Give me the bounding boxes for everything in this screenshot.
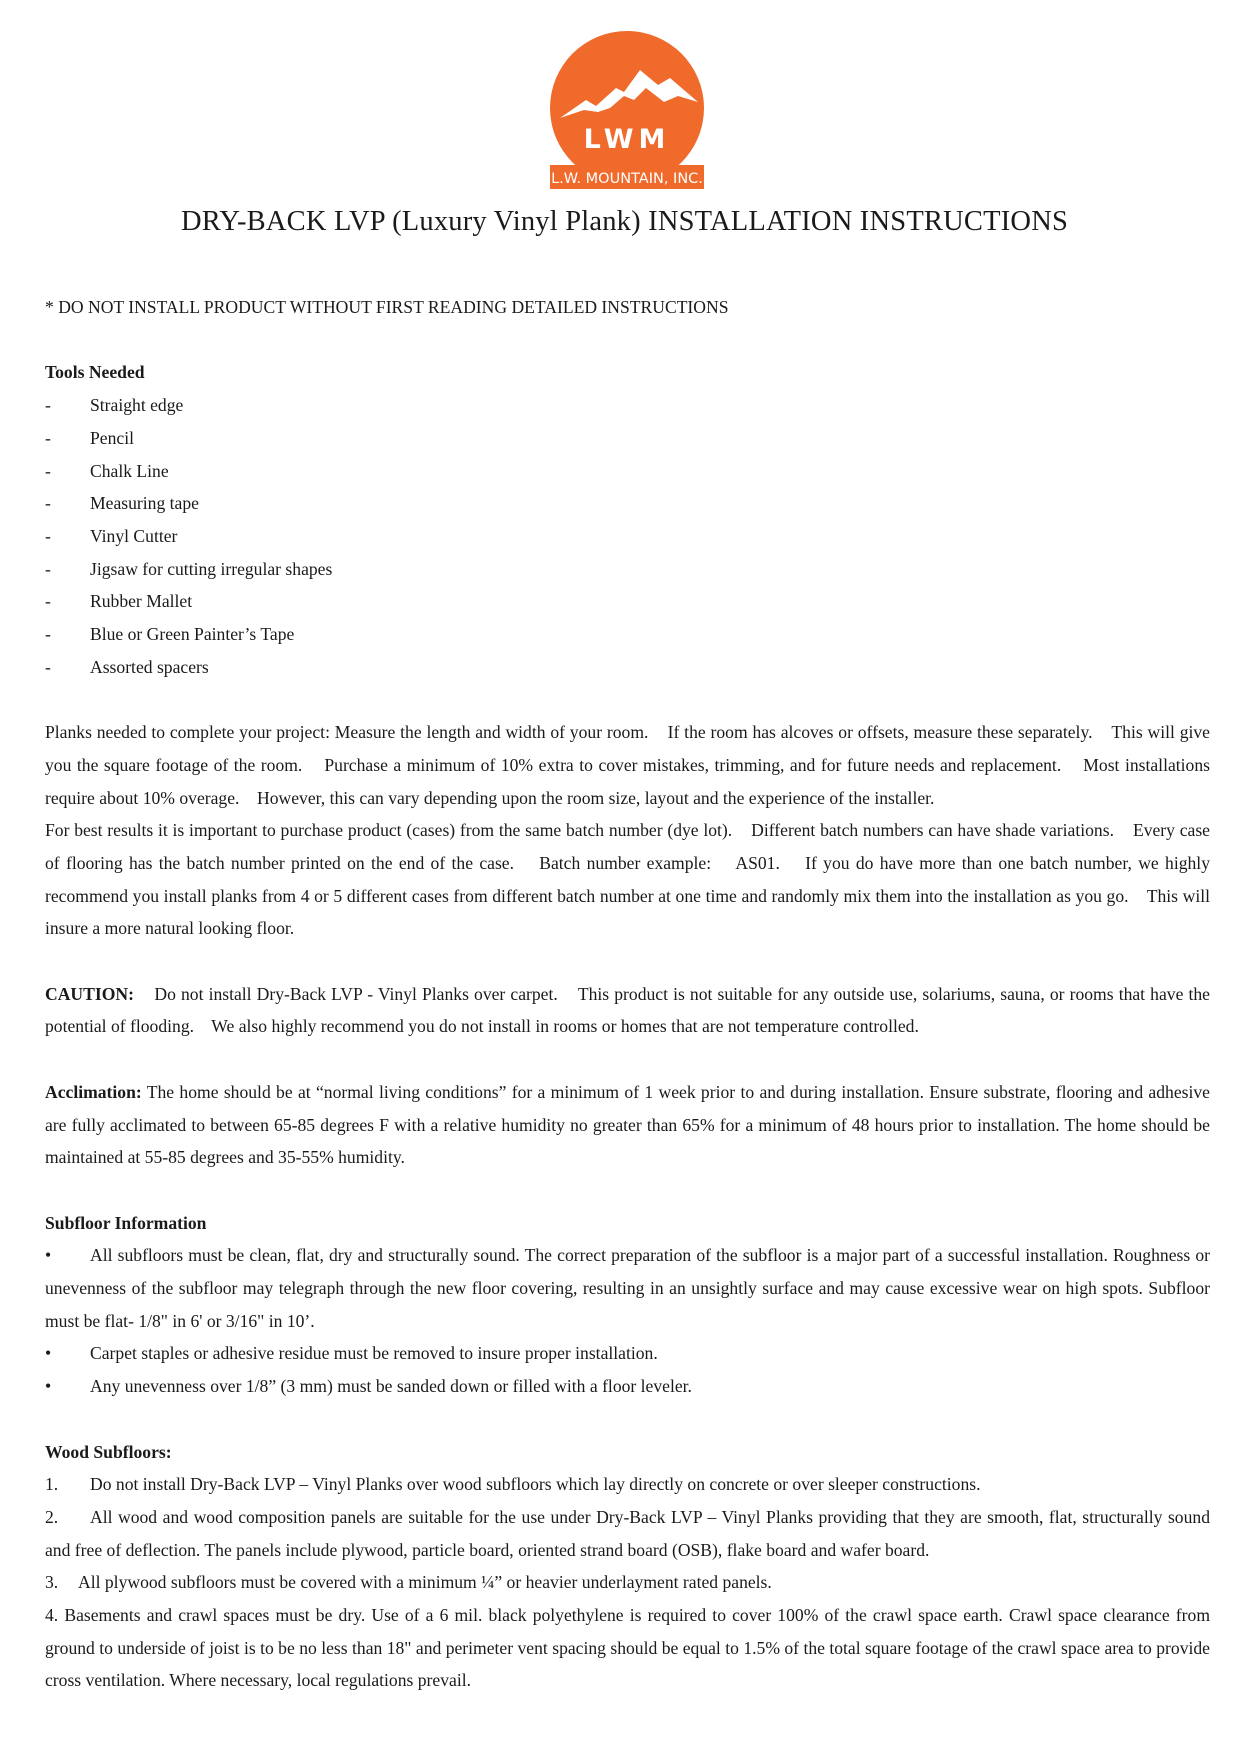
caution-text: Do not install Dry-Back LVP - Vinyl Planks over carpet. This product is not suitable for any outside use, solariums, sauna, or rooms that have the potential of flooding. We also highly recommend you do not install in rooms or homes that are not temperature controlled. [45, 983, 1215, 1037]
list-item: - Assorted spacers [45, 656, 209, 677]
subfloor-heading: Subfloor Information [45, 1212, 207, 1233]
page-title: DRY-BACK LVP (Luxury Vinyl Plank) INSTALLATION INSTRUCTIONS [180, 206, 1069, 237]
list-item: - Rubber Mallet [45, 591, 193, 612]
list-item: - Measuring tape [45, 493, 199, 514]
caution-label: CAUTION: [45, 983, 134, 1004]
list-item: - Straight edge [45, 395, 184, 416]
caution-paragraph [45, 978, 1215, 1043]
list-item: - Pencil [45, 427, 134, 448]
list-item: 2. All wood and wood composition panels are suitable for the use under Dry-Back LVP – Vinyl Planks providing that they are smooth, flat, structurally sound and free of deflection. The panels include plywood, particle board, oriented strand board (OSB), flake board and wafer board. [45, 1506, 1210, 1560]
list-item: - Blue or Green Painter’s Tape [45, 624, 295, 645]
subfloor-list [45, 1239, 1210, 1403]
list-item: • All subfloors must be clean, flat, dry and structurally sound. The correct preparation of the subfloor is a major part of a successful installation. Roughness or unevenness of the subfloor may telegraph through the new floor covering, resulting in an unsightly surface and may cause excessive wear on high spots. Subfloor must be flat- 1/8" in 6' or 3/16" in 10’. [45, 1245, 1210, 1331]
acclimation-label: Acclimation: [45, 1081, 142, 1102]
logo-initials: LWM [583, 124, 671, 155]
list-item: 1. Do not install Dry-Back LVP – Vinyl Planks over wood subfloors which lay directly on concrete or over sleeper constructions. [45, 1474, 981, 1495]
batch-paragraph: For best results it is important to purchase product (cases) from the same batch number (dye lot). Different batch numbers can have shade variations. Every case of flooring has the batch number printed on the end of the case. Batch number example: AS01. If you do have more than one batch number, we highly recommend you install planks from 4 or 5 different cases from different batch number at one time and randomly mix them into the installation as you go. This will insure a more natural looking floor. [45, 820, 1215, 939]
list-item: - Vinyl Cutter [45, 525, 178, 546]
wood-subfloors-list [45, 1468, 1210, 1697]
planks-paragraph: Planks needed to complete your project: Measure the length and width of your room. If the room has alcoves or offsets, measure these separately. This will give you the square footage of the room. Purchase a minimum of 10% extra to cover mistakes, trimming, and for future needs and replacement. Most installations require about 10% overage. However, this can vary depending upon the room size, layout and the experience of the installer. [45, 722, 1215, 808]
list-item: 3. All plywood subfloors must be covered with a minimum ¼” or heavier underlayment rated panels. [45, 1572, 772, 1593]
acclimation-text: The home should be at “normal living conditions” for a minimum of 1 week prior to and during installation. Ensure substrate, flooring and adhesive are fully acclimated to between 65-85 degrees F with a relative humidity no greater than 65% for a minimum of 48 hours prior to installation. The home should be maintained at 55-85 degrees and 35-55% humidity. [45, 1081, 1215, 1168]
document-body [45, 291, 1215, 1697]
wood-subfloors-heading: Wood Subfloors: [45, 1441, 172, 1462]
list-item: 4. Basements and crawl spaces must be dry. Use of a 6 mil. black polyethylene is required to cover 100% of the crawl space earth. Crawl space clearance from ground to underside of joist is to be no less than 18" and perimeter vent spacing should be equal to 1.5% of the total square footage of the crawl space area to provide cross ventilation. Where necessary, local regulations prevail. [45, 1605, 1211, 1691]
logo-company: L.W. MOUNTAIN, INC. [551, 171, 703, 187]
list-item: • Any unevenness over 1/8” (3 mm) must be sanded down or filled with a floor leveler. [45, 1376, 692, 1397]
install-notice: * DO NOT INSTALL PRODUCT WITHOUT FIRST READING DETAILED INSTRUCTIONS [45, 297, 729, 317]
acclimation-paragraph [45, 1076, 1215, 1174]
tools-list [45, 389, 1210, 683]
tools-heading: Tools Needed [45, 362, 145, 383]
list-item: • Carpet staples or adhesive residue must be removed to insure proper installation. [45, 1343, 658, 1364]
list-item: - Jigsaw for cutting irregular shapes [45, 558, 333, 579]
lwm-logo [538, 30, 716, 196]
list-item: - Chalk Line [45, 460, 169, 481]
logo-circle [550, 31, 704, 185]
